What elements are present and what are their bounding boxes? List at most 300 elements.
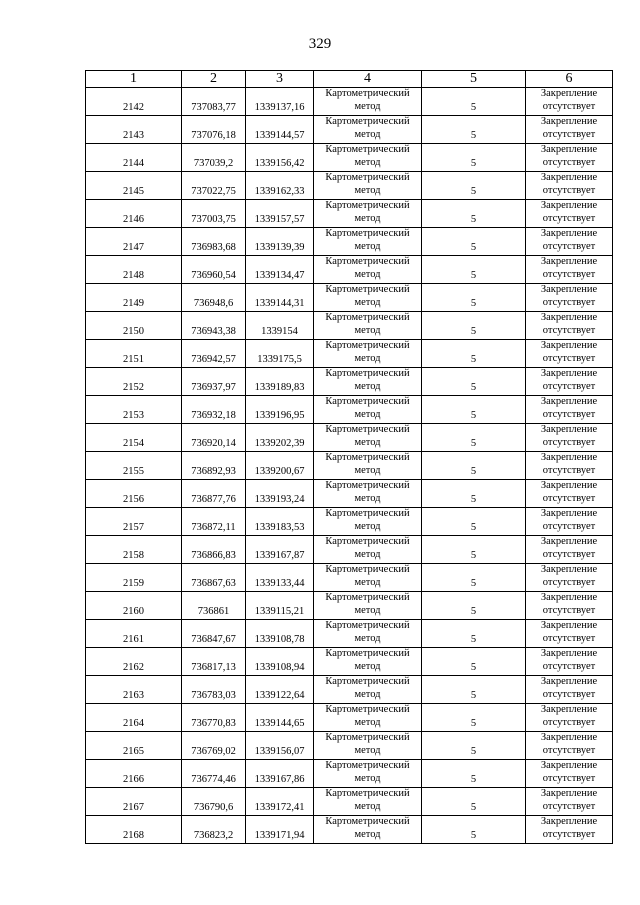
accuracy-cell [422,88,526,116]
y-coordinate: 1339144,65 [254,718,305,729]
method-cell [314,284,422,312]
point-number: 2149 [123,298,144,309]
x-coordinate: 736920,14 [191,438,236,449]
method-line-1: Картометрический [325,704,410,715]
x-coordinate-cell [182,676,246,704]
point-number-cell [86,536,182,564]
fixation-line-2: отсутствует [542,380,596,392]
method-line-2: метод [354,548,381,560]
y-coordinate-cell [246,760,314,788]
table-row [86,116,613,144]
point-number: 2156 [123,494,144,505]
x-coordinate: 736783,03 [191,690,236,701]
method-line-2: метод [354,240,381,252]
point-number-cell [86,816,182,844]
accuracy-value: 5 [470,186,477,197]
point-number-cell [86,284,182,312]
point-number-cell [86,256,182,284]
table-row [86,256,613,284]
accuracy-value: 5 [470,130,477,141]
accuracy-value: 5 [470,438,477,449]
fixation-cell [526,144,613,172]
y-coordinate: 1339175,5 [257,354,302,365]
method-line-1: Картометрический [325,228,410,239]
y-coordinate: 1339167,87 [254,550,305,561]
fixation-cell [526,620,613,648]
fixation-line-1: Закрепление [540,256,598,267]
x-coordinate: 736943,38 [191,326,236,337]
fixation-line-2: отсутствует [542,240,596,252]
y-coordinate-cell [246,648,314,676]
accuracy-value: 5 [470,242,477,253]
fixation-line-1: Закрепление [540,536,598,547]
accuracy-value: 5 [470,326,477,337]
point-number-cell [86,340,182,368]
x-coordinate-cell [182,396,246,424]
method-cell [314,648,422,676]
table-body [86,88,613,844]
fixation-line-1: Закрепление [540,144,598,155]
fixation-cell [526,452,613,480]
fixation-line-1: Закрепление [540,704,598,715]
method-line-1: Картометрический [325,676,410,687]
method-line-1: Картометрический [325,648,410,659]
accuracy-cell [422,256,526,284]
method-line-1: Картометрический [325,452,410,463]
point-number: 2146 [123,214,144,225]
fixation-line-1: Закрепление [540,424,598,435]
method-line-1: Картометрический [325,732,410,743]
point-number-cell [86,144,182,172]
point-number: 2147 [123,242,144,253]
accuracy-value: 5 [470,102,477,113]
fixation-cell [526,676,613,704]
point-number: 2161 [123,634,144,645]
column-header: 4 [314,71,422,88]
point-number-cell [86,788,182,816]
table-row [86,760,613,788]
fixation-line-2: отсутствует [542,100,596,112]
method-cell [314,508,422,536]
y-coordinate-cell [246,536,314,564]
table-row [86,648,613,676]
method-cell [314,536,422,564]
x-coordinate: 736790,6 [193,802,234,813]
x-coordinate: 736867,63 [191,578,236,589]
point-number: 2168 [123,830,144,841]
accuracy-value: 5 [470,466,477,477]
y-coordinate: 1339189,83 [254,382,305,393]
y-coordinate-cell [246,704,314,732]
accuracy-value: 5 [470,634,477,645]
y-coordinate-cell [246,452,314,480]
method-line-1: Картометрический [325,760,410,771]
x-coordinate: 736932,18 [191,410,236,421]
method-line-2: метод [354,436,381,448]
y-coordinate-cell [246,116,314,144]
fixation-line-2: отсутствует [542,156,596,168]
accuracy-cell [422,732,526,760]
x-coordinate: 736983,68 [191,242,236,253]
fixation-line-2: отсутствует [542,604,596,616]
accuracy-value: 5 [470,550,477,561]
method-line-1: Картометрический [325,144,410,155]
y-coordinate-cell [246,228,314,256]
accuracy-cell [422,228,526,256]
x-coordinate-cell [182,536,246,564]
point-number-cell [86,648,182,676]
x-coordinate: 737022,75 [191,186,236,197]
x-coordinate: 737076,18 [191,130,236,141]
y-coordinate-cell [246,312,314,340]
method-cell [314,704,422,732]
accuracy-cell [422,788,526,816]
method-line-2: метод [354,632,381,644]
method-line-2: метод [354,156,381,168]
x-coordinate: 736942,57 [191,354,236,365]
point-number-cell [86,312,182,340]
point-number: 2155 [123,466,144,477]
method-cell [314,480,422,508]
y-coordinate: 1339167,86 [254,774,305,785]
method-line-2: метод [354,128,381,140]
method-line-2: метод [354,100,381,112]
point-number: 2153 [123,410,144,421]
fixation-cell [526,816,613,844]
accuracy-value: 5 [470,494,477,505]
y-coordinate-cell [246,200,314,228]
accuracy-cell [422,760,526,788]
x-coordinate-cell [182,508,246,536]
point-number: 2154 [123,438,144,449]
y-coordinate-cell [246,396,314,424]
y-coordinate-cell [246,732,314,760]
point-number: 2151 [123,354,144,365]
table-row [86,816,613,844]
table-row [86,368,613,396]
method-line-2: метод [354,772,381,784]
method-cell [314,592,422,620]
x-coordinate-cell [182,256,246,284]
x-coordinate: 736866,83 [191,550,236,561]
table-row [86,284,613,312]
accuracy-cell [422,368,526,396]
x-coordinate-cell [182,368,246,396]
method-line-2: метод [354,576,381,588]
point-number-cell [86,564,182,592]
method-line-1: Картометрический [325,340,410,351]
accuracy-cell [422,452,526,480]
page-number: 329 [308,36,332,52]
fixation-line-1: Закрепление [540,648,598,659]
accuracy-cell [422,144,526,172]
fixation-line-2: отсутствует [542,576,596,588]
table-row [86,676,613,704]
table-row [86,564,613,592]
accuracy-cell [422,536,526,564]
y-coordinate: 1339108,78 [254,634,305,645]
accuracy-cell [422,564,526,592]
accuracy-value: 5 [470,746,477,757]
x-coordinate: 737083,77 [191,102,236,113]
fixation-line-2: отсутствует [542,128,596,140]
method-line-1: Картометрический [325,256,410,267]
fixation-cell [526,312,613,340]
method-cell [314,732,422,760]
y-coordinate: 1339154 [261,326,298,337]
x-coordinate: 737039,2 [193,158,234,169]
coordinates-table [85,70,613,844]
x-coordinate-cell [182,424,246,452]
x-coordinate: 736872,11 [191,522,236,533]
accuracy-value: 5 [470,802,477,813]
fixation-line-1: Закрепление [540,368,598,379]
method-line-2: метод [354,660,381,672]
fixation-line-1: Закрепление [540,592,598,603]
y-coordinate: 1339108,94 [254,662,305,673]
x-coordinate: 736877,76 [191,494,236,505]
y-coordinate: 1339133,44 [254,578,305,589]
method-line-2: метод [354,324,381,336]
table-row [86,144,613,172]
header-row [86,71,613,88]
y-coordinate-cell [246,564,314,592]
fixation-line-2: отсутствует [542,744,596,756]
x-coordinate: 737003,75 [191,214,236,225]
method-cell [314,424,422,452]
table-row [86,620,613,648]
point-number: 2157 [123,522,144,533]
y-coordinate: 1339137,16 [254,102,305,113]
x-coordinate: 736817,13 [191,662,236,673]
method-line-2: метод [354,828,381,840]
y-coordinate-cell [246,88,314,116]
accuracy-value: 5 [470,410,477,421]
fixation-line-1: Закрепление [540,508,598,519]
accuracy-value: 5 [470,158,477,169]
method-line-1: Картометрический [325,368,410,379]
x-coordinate-cell [182,340,246,368]
fixation-line-2: отсутствует [542,212,596,224]
y-coordinate: 1339156,07 [254,746,305,757]
method-cell [314,788,422,816]
fixation-line-2: отсутствует [542,296,596,308]
table-row [86,340,613,368]
y-coordinate: 1339139,39 [254,242,305,253]
y-coordinate-cell [246,480,314,508]
x-coordinate-cell [182,88,246,116]
point-number-cell [86,200,182,228]
y-coordinate: 1339162,33 [254,186,305,197]
method-line-1: Картометрический [325,816,410,827]
method-line-2: метод [354,604,381,616]
point-number-cell [86,676,182,704]
fixation-line-1: Закрепление [540,312,598,323]
fixation-line-1: Закрепление [540,452,598,463]
accuracy-cell [422,816,526,844]
fixation-line-2: отсутствует [542,772,596,784]
fixation-line-1: Закрепление [540,284,598,295]
fixation-line-1: Закрепление [540,620,598,631]
x-coordinate-cell [182,704,246,732]
accuracy-cell [422,704,526,732]
point-number: 2158 [123,550,144,561]
accuracy-cell [422,172,526,200]
fixation-cell [526,116,613,144]
point-number: 2150 [123,326,144,337]
fixation-line-1: Закрепление [540,200,598,211]
x-coordinate-cell [182,228,246,256]
method-cell [314,312,422,340]
fixation-line-1: Закрепление [540,116,598,127]
method-line-2: метод [354,408,381,420]
accuracy-cell [422,200,526,228]
x-coordinate-cell [182,452,246,480]
x-coordinate: 736770,83 [191,718,236,729]
table-row [86,88,613,116]
point-number-cell [86,592,182,620]
fixation-line-2: отсутствует [542,660,596,672]
accuracy-value: 5 [470,662,477,673]
accuracy-value: 5 [470,718,477,729]
x-coordinate-cell [182,200,246,228]
method-cell [314,816,422,844]
method-cell [314,760,422,788]
method-cell [314,256,422,284]
x-coordinate-cell [182,144,246,172]
method-line-1: Картометрический [325,200,410,211]
accuracy-value: 5 [470,522,477,533]
fixation-line-1: Закрепление [540,676,598,687]
y-coordinate-cell [246,508,314,536]
fixation-cell [526,536,613,564]
accuracy-value: 5 [470,354,477,365]
x-coordinate: 736960,54 [191,270,236,281]
y-coordinate-cell [246,424,314,452]
x-coordinate-cell [182,788,246,816]
accuracy-value: 5 [470,606,477,617]
method-cell [314,144,422,172]
fixation-line-2: отсутствует [542,464,596,476]
point-number: 2166 [123,774,144,785]
x-coordinate-cell [182,648,246,676]
point-number: 2164 [123,718,144,729]
fixation-line-2: отсутствует [542,548,596,560]
table-row [86,536,613,564]
method-cell [314,340,422,368]
method-line-2: метод [354,716,381,728]
table-row [86,480,613,508]
accuracy-cell [422,480,526,508]
y-coordinate-cell [246,620,314,648]
fixation-line-2: отсутствует [542,828,596,840]
accuracy-cell [422,620,526,648]
point-number-cell [86,116,182,144]
y-coordinate: 1339183,53 [254,522,305,533]
method-line-1: Картометрический [325,172,410,183]
method-line-1: Картометрический [325,536,410,547]
fixation-line-1: Закрепление [540,760,598,771]
fixation-cell [526,564,613,592]
method-line-1: Картометрический [325,88,410,99]
method-line-2: метод [354,800,381,812]
fixation-line-2: отсутствует [542,520,596,532]
fixation-line-2: отсутствует [542,632,596,644]
accuracy-value: 5 [470,830,477,841]
column-header: 3 [246,71,314,88]
fixation-cell [526,788,613,816]
y-coordinate: 1339144,57 [254,130,305,141]
accuracy-cell [422,116,526,144]
fixation-line-2: отсутствует [542,492,596,504]
accuracy-value: 5 [470,774,477,785]
method-line-1: Картометрический [325,788,410,799]
method-line-2: метод [354,464,381,476]
fixation-line-1: Закрепление [540,396,598,407]
method-line-1: Картометрический [325,508,410,519]
method-cell [314,676,422,704]
accuracy-cell [422,312,526,340]
accuracy-cell [422,648,526,676]
x-coordinate: 736847,67 [191,634,236,645]
accuracy-cell [422,676,526,704]
x-coordinate-cell [182,564,246,592]
column-header: 5 [422,71,526,88]
point-number: 2159 [123,578,144,589]
point-number-cell [86,396,182,424]
point-number-cell [86,732,182,760]
method-line-1: Картометрический [325,424,410,435]
table-row [86,592,613,620]
fixation-line-1: Закрепление [540,788,598,799]
y-coordinate-cell [246,256,314,284]
x-coordinate-cell [182,620,246,648]
point-number-cell [86,368,182,396]
fixation-cell [526,648,613,676]
method-cell [314,172,422,200]
table-row [86,452,613,480]
column-header: 2 [182,71,246,88]
fixation-cell [526,228,613,256]
x-coordinate: 736861 [197,606,230,617]
fixation-line-1: Закрепление [540,172,598,183]
method-line-1: Картометрический [325,564,410,575]
fixation-cell [526,760,613,788]
x-coordinate-cell [182,116,246,144]
fixation-line-2: отсутствует [542,408,596,420]
method-cell [314,228,422,256]
method-line-1: Картометрический [325,312,410,323]
fixation-cell [526,368,613,396]
accuracy-cell [422,396,526,424]
fixation-cell [526,480,613,508]
method-line-2: метод [354,688,381,700]
fixation-cell [526,284,613,312]
table-row [86,172,613,200]
point-number-cell [86,508,182,536]
method-cell [314,396,422,424]
fixation-cell [526,256,613,284]
y-coordinate: 1339196,95 [254,410,305,421]
y-coordinate-cell [246,816,314,844]
method-cell [314,116,422,144]
fixation-cell [526,732,613,760]
y-coordinate: 1339193,24 [254,494,305,505]
x-coordinate-cell [182,480,246,508]
table-row [86,424,613,452]
accuracy-value: 5 [470,298,477,309]
fixation-line-2: отсутствует [542,716,596,728]
